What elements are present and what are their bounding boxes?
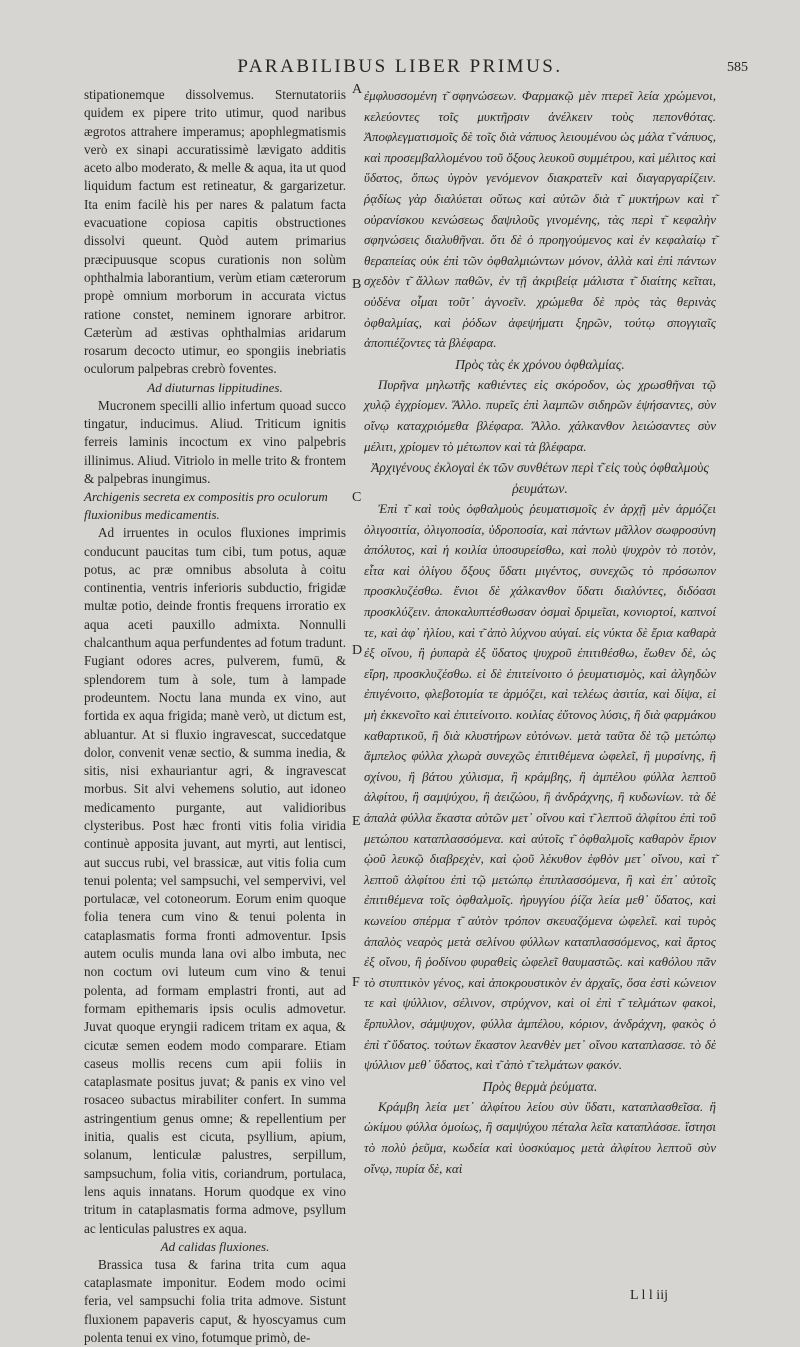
latin-heading: Ad calidas fluxiones. <box>160 1238 270 1254</box>
latin-paragraph: stipationemque dissolvemus. Sternutatoriis quidem ex pipere trito utimur, quod naribus ægrotos attrahere imperamus; apophlegmatismis verò ex sinapi accuratissimè lævigato additis aceto albo moderato, & melle & aqua, ita ut quod liquidum factum est retineatur, & gargarizetur. Ita enim facilè his per nares & palatum facta evacuatione copiosa capitis obstructiones dissolvi queunt. Quòd autem primarius præcipuusque scopus curationis non solùm ophthalmia laborantium, verùm etiam cæterorum propè omnium morborum in accurata victus ratione constet, neminem ignorare arbitror. Cæterùm ad æstivas ophthalmias aridarum rosarum decocto utimur, eo spongiis inebriatis oculorum palpebras crebrò foventes. <box>84 87 346 377</box>
latin-paragraph: Ad irruentes in oculos fluxiones imprimis conducunt paucitas tum cibi, tum potus, aquæ potus, ac præ omnibus absoluta à coitu continentia, ventris inferioris subductio, frigidæ multæ potio, deinde frontis frequens irroratio ex aqua aceti pauxillo admixta. Nonnulli chalcanthum aqua perfundentes ad fotum tradunt. Fugiant odores acres, pulverem, fumū, & splendorem tum à sole, tum à lampade prodeuntem. Noctu lana munda ex vino, aut fortida ex aqua frigida; manè verò, ut dictum est, abluantur. At si fluxio ingravescat, succedatque dolor, convenit venæ sectio, & summa inedia, & sitis, nisi exhauriantur agri, & ingravescat morbus. Sit alvi vehemens solutio, aut idoneo medicamento purgante, aut validioribus clysteribus. Post hæc fronti vitis folia viridia continuè apposita juvant, aut myrti, aut lentisci, aut succus rubi, vel brassicæ, aut vitis folia cum tenui polenta; vel sampsuchi, vel sempervivi, vel portulacæ, vel cotoneorum. Eorum enim quoque folia tenera cum vino & tenui polenta in cataplasmatis forma fronti admoventur. Ipsis autem oculis munda lana ovi albo imbuta, nec non coctum ovi luteum cum vino & tenui polenta, ad formam emplastri fronti, aut ad formam epithemaris ipsis oculis admovetur. Juvat quoque eryngii radicem tritam ex aqua, & cicutæ semen eodem modo comparare. Etiam caseus mollis recens cum apii foliis in cataplasmate positus juvat; & panis ex vino vel rosaceo subactus mirabiliter confert. In summa astringentium genus omne; & repellentium per initia, qualis est cicuta, psyllium, apium, solanum, lenticulæ palustres, serpillum, sampsuchum, folia vitis, coriandrum, portulaca, lens aquis innatans. Horum quodque ex vino tritum in cataplasmatis forma admove, psyllum ac lenticulas palustres ex aqua. <box>84 525 346 1236</box>
latin-heading: Archigenis secreta ex compositis pro oculorum fluxionibus medicamentis. <box>84 489 328 523</box>
margin-letter-a: A <box>352 82 363 97</box>
latin-heading: Ad diuturnas lippitudines. <box>147 379 283 395</box>
running-head: PARABILIBUS LIBER PRIMUS. <box>237 56 563 77</box>
greek-heading: Πρὸς τὰς ἐκ χρόνου ὀφθαλμίας. <box>455 356 625 372</box>
greek-paragraph: Κράμβη λεία μετ᾽ ἀλφίτου λείου σὺν ὕδατι, καταπλασθεῖσα. ἢ ὠκίμου φύλλα ὁμοίως, ἢ σαμψύχου πέταλα λεῖα καταπλάσσε. ἵστησι τὸ πολὺ ῥεῦμα, κωδεία καὶ ὑοσκύαμος μετὰ ἀλφίτου λεπτοῦ σὺν οἴνῳ, πυρία δὲ, καὶ <box>364 1098 716 1176</box>
greek-column <box>364 86 716 1179</box>
page-number: 585 <box>727 60 748 75</box>
greek-paragraph: ἐμφλυσσομένη τ͂ σφηνώσεων. Φαρμακῷ μὲν πτερεῖ λεία χρώμενοι, κελεύοντες τοῖς μυκτῆρσιν ἀνέλκειν τοὺς πεπονθότας. Ἀποφλεγματισμοῖς δὲ τοῖς διὰ νάπυος λειουμένου ὡς μάλα τ͂ νάπυος, καὶ προσεμβαλλομένου τοῦ ὄξους λευκοῦ συμμέτρου, καὶ μέλιτος καὶ ὕδατος, ὅπως ὑγρὸν γενόμενον διακρατεῖν καὶ διαγαργαρίζειν. ῥᾳδίως γὰρ διαλύεται οὕτως καὶ αὐτῶν διὰ τ͂ μυκτήρων καὶ τ͂ οὐρανίσκου κενώσεως δαψιλοῦς γινομένης, τὰς περὶ τ͂ κεφαλὴν σφηνώσεις διαλυθῆναι. ὅτι δὲ ὁ προηγούμενος καὶ ἐν κεφαλαίῳ τ͂ θεραπείας οὐκ ἐπὶ τῶν ὀφθαλμιώντων μόνον, ἀλλὰ καὶ ἐπὶ πάντων σχεδὸν τ͂ ἄλλων παθῶν, ἐν τῇ ἀκριβείᾳ μάλιστα τ͂ διαίτης κεῖται, οὐδένα οἶμαι τοῦτ᾽ ἀγνοεῖν. χρώμεθα δὲ πρὸς τὰς θερινὰς ὀφθαλμίας, καὶ ῥόδων ἀφεψήματι ξηρῶν, τούτῳ σπογγιαῖς ἀποπιέζοντες τὰ βλέφαρα. <box>364 88 716 351</box>
latin-paragraph: Brassica tusa & farina trita cum aqua cataplasmate imponitur. Eodem modo ocimi feria, vel sampsuchi folia trita admove. Sistunt fluxionem papaveris caput, & hyoscyamus cum polenta tenui ex vino, fotumque primò, de- <box>84 1256 346 1345</box>
greek-paragraph: Ἐπὶ τ͂ καὶ τοὺς ὀφθαλμοὺς ῥευματισμοῖς ἐν ἀρχῇ μὲν ἁρμόζει ὀλιγοσιτία, ὀλιγοποσία, ὑδροποσία, καὶ πάντων μᾶλλον σωφροσύνη ἀπόλυτος, καὶ ἡ κοιλία ὑποσυρείσθω, καὶ πολὺ ψυχρὸν τὸ ποτὸν, εἶτα καὶ ὀλίγου ὄξους ὕδατι μιγέντος, συνεχῶς τὸ πρόσωπον προσκλυζέσθω. ἔνιοι δὲ χάλκανθον ὕδατι διαλύντες, διδόασι προσκλύζειν. ἀποκαλυπτέσθωσαν ὀσμαὶ δριμεῖαι, κονιορτοί, καπνοί τε, καὶ ἀφ᾽ ἡλίου, καὶ τ͂ ἀπὸ λύχνου αὐγαί. εἰς νύκτα δὲ ἔρια καθαρὰ ἐξ οἴνου, ἢ ῥυπαρὰ ἐξ ὕδατος ψυχροῦ ἐπιτιθέσθω, ἕωθεν δὲ, ὡς εἴρη, προσκλυζέσθω. εἰ δὲ ἐπιτείνοιτο ὁ ῥευματισμὸς, καὶ ἀλγηδὼν ἐπιγένοιτο, φλεβοτομία τε ἁρμόζει, καὶ τελέως ἀσιτία, καὶ δίψα, εἰ μὴ ἐκκενοῖτο καὶ ἐπιτείνοιτο. κοιλίας ἐὔτονος λύσις, ἢ διὰ φαρμάκου καθαρτικοῦ, ἢ διὰ κλυστήρων εὐτόνων. μετὰ ταῦτα δὲ τῷ μετώπῳ ἄμπελος φύλλα χλωρὰ συνεχῶς ἐπιτιθέμενα ὠφελεῖ, ἢ μυρσίνης, ἢ σχίνου, ἢ βάτου χύλισμα, ἢ κράμβης, ἢ ἀμπέλου φύλλα λεπτοῦ ἀλφίτου, ἢ σαμψύχου, ἢ ἀειζώου, ἢ ἀνδράχνης, ἢ κυδωνίων. τὰ δὲ ἁπαλὰ φύλλα ἕκαστα αὐτῶν μετ᾽ οἴνου καὶ τ͂ λεπτοῦ ἀλφίτου ἐπὶ τοῦ μετώπου καταπλασσόμενα. καὶ αὐτοῖς τ͂ ὀφθαλμοῖς καθαρὸν ἔριον ᾠοῦ λευκῷ διαβρεχὲν, καὶ ᾠοῦ λέκυθον ἑφθὸν μετ᾽ οἴνου, καὶ τ͂ λεπτοῦ ἀλφίτου ἐπὶ τῷ μετώπῳ ἐπιπλασσόμενα, ἢ καὶ ἐπ᾽ αὐτοῖς ἐπιτιθέμενα τοῖς ὀφθαλμοῖς. ἠρυγγίου ῥίζα λεία μεθ᾽ ὕδατος, καὶ κωνείου σπέρμα τ͂ αὐτὸν τρόπον σκευαζόμενα ὠφελεῖ. καὶ τυρὸς ἁπαλὸς νεαρὸς μετὰ σελίνου φύλλων καταπλασσόμενος, καὶ ἄρτος ἐξ οἴνου, ἢ ῥοδίνου φυραθεὶς ὠφελεῖ θαυμαστῶς. καὶ καθόλου πᾶν τὸ στυπτικὸν γένος, καὶ ἀποκρουστικὸν ἐν ἀρχαῖς, ὅσα ἐστὶ κώνειον τε καὶ ψύλλιον, σέλινον, στρύχνον, καὶ οἱ ἐπὶ τ͂ τελμάτων φακοὶ, ἕρπυλλον, σάμψυχον, φύλλα ἀμπέλου, κόριον, ἀνδράχνη, φακὸς ὁ ἐπὶ τ͂ ὕδατος. τούτων ἕκαστον λεανθὲν μετ᾽ οἴνου καταπλασσε. τὸ δὲ ψύλλιον μεθ᾽ ὕδατος, καὶ τ͂ ἀπὸ τ͂ τελμάτων φακόν. <box>364 501 716 1073</box>
greek-heading: Ἀρχιγένους ἐκλογαὶ ἐκ τῶν συνθέτων περὶ τ͂ εἰς τοὺς ὀφθαλμοὺς ῥευμάτων. <box>371 460 709 497</box>
margin-letter-b: B <box>352 277 362 292</box>
margin-letter-d: D <box>352 643 363 658</box>
signature-mark: L l l iij <box>630 1288 668 1303</box>
latin-paragraph: Mucronem specilli allio infertum quoad succo tingatur, inducimus. Aliud. Triticum ignitis ferreis laminis incoctum ex vino palpebris illinimus. Aliud. Vitriolo in melle trito & frontem & palpebras inungimus. <box>84 397 346 486</box>
greek-heading: Πρὸς θερμὰ ῥεύματα. <box>482 1078 598 1094</box>
margin-letter-f: F <box>352 975 360 990</box>
margin-letter-e: E <box>352 814 361 829</box>
latin-column <box>84 86 346 1347</box>
margin-letter-c: C <box>352 490 362 505</box>
greek-paragraph: Πυρῆνα μηλωτῆς καθιέντες εἰς σκόροδον, ὡς χρωσθῆναι τῷ χυλῷ ἐγχρίομεν. Ἄλλο. πυρεῖς ἐπὶ λαμπῶν σιδηρῶν ἑψήσαντες, σὺν οἴνῳ καταχριόμεθα βλέφαρα. Ἄλλο. χάλκανθον λειώσαντες σὺν μέλιτι, χρίομεν τὸ μέτωπον καὶ τὰ βλέφαρα. <box>364 376 716 454</box>
